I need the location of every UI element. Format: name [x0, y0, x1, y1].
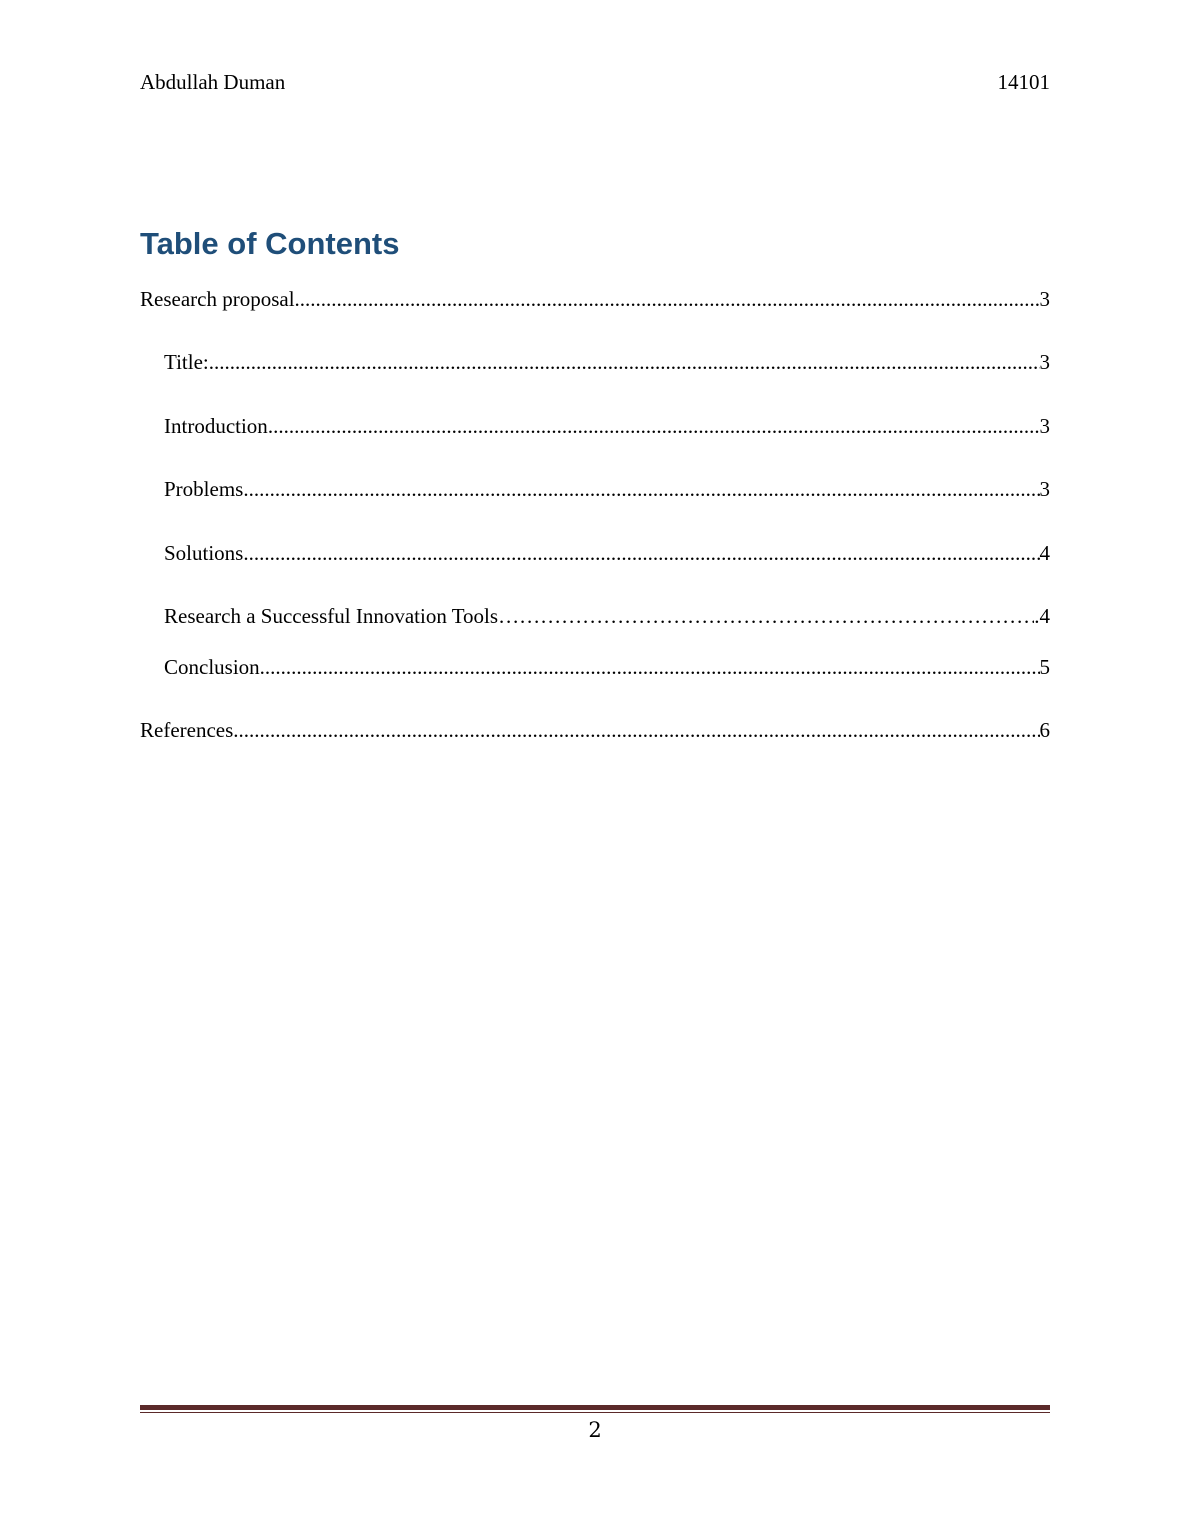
toc-entry-page: 3 — [1039, 350, 1050, 374]
toc-dot-leader — [295, 287, 1040, 312]
toc-entry-label: Solutions — [164, 541, 244, 565]
toc-entry-label: Introduction — [164, 414, 268, 438]
page-header — [140, 70, 1050, 100]
toc-entry-innovation-tools[interactable] — [164, 604, 1050, 634]
toc-entry-page: 5 — [1039, 655, 1050, 679]
toc-entry-research-proposal[interactable] — [140, 287, 1050, 317]
toc-entry-solutions[interactable] — [164, 541, 1050, 571]
toc-entry-page: 3 — [1039, 287, 1050, 311]
toc-entry-label: Research proposal — [140, 287, 295, 311]
toc-entry-page: 4 — [1039, 541, 1050, 565]
toc-entry-references[interactable] — [140, 718, 1050, 748]
toc-dot-leader — [268, 414, 1040, 439]
toc-dot-leader — [209, 350, 1040, 375]
toc-entry-page: 3 — [1039, 414, 1050, 438]
toc-title: Table of Contents — [140, 226, 400, 261]
toc-dot-leader — [498, 604, 1034, 629]
toc-entry-label: Problems — [164, 477, 244, 501]
footer-divider-thin — [140, 1412, 1050, 1413]
toc-entry-page: 6 — [1039, 718, 1050, 742]
toc-dot-leader — [243, 541, 1039, 566]
toc-dot-leader — [260, 655, 1040, 680]
toc-entry-label: Conclusion — [164, 655, 260, 679]
page-number: 2 — [588, 1418, 602, 1442]
toc-entry-title[interactable] — [164, 350, 1050, 380]
toc-entry-label: Research a Successful Innovation Tools — [164, 604, 499, 628]
toc-entry-label: Title: — [164, 350, 209, 374]
header-id-number: 14101 — [997, 70, 1050, 94]
toc-dot-leader — [233, 718, 1039, 743]
toc-entry-problems[interactable] — [164, 477, 1050, 507]
header-author: Abdullah Duman — [140, 70, 286, 94]
toc-entry-page: .4 — [1034, 604, 1050, 628]
toc-entry-conclusion[interactable] — [164, 655, 1050, 685]
toc-entry-page: 3 — [1039, 477, 1050, 501]
footer-divider — [140, 1405, 1050, 1410]
toc-entry-introduction[interactable] — [164, 414, 1050, 444]
toc-entry-label: References — [140, 718, 234, 742]
toc-dot-leader — [243, 477, 1039, 502]
